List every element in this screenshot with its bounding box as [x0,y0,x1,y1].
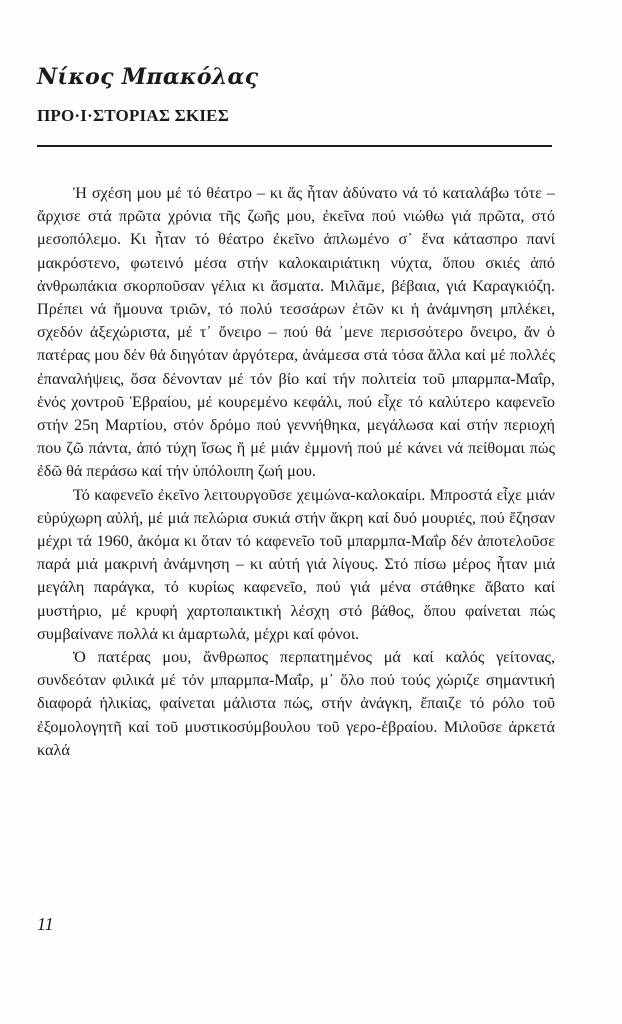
author-name: Νίκος Μπακόλας [37,64,259,90]
body-text [37,182,555,762]
paragraph-2: Τό καφενεῖο ἐκεῖνο λειτουργοῦσε χειμώνα-καλοκαίρι. Μπροστά εἶχε μιάν εὐρύχωρη αὐλή, μέ μιά πελώρια συκιά στήν ἄκρη καί δυό μουριές, πού ἔζησαν μέχρι τά 1960, ἀκόμα κι ὅταν τό καφενεῖο τοῦ μπαρμπα-Μαΐρ δέν ἀποτελοῦσε παρά μιά μακρινή ἀνάμνηση – κι αὐτή γιά λίγους. Στό πίσω μέρος ἦταν μιά μεγάλη παράγκα, τό κυρίως καφενεῖο, πού γιά μένα στάθηκε ἄβατο καί μυστήριο, μέ κρυφή χαρτοπαικτική λέσχη στό βάθος, ὅπου φαίνεται πώς συμβαίνανε πολλά κι ἁμαρτωλά, μέχρι καί φόνοι. [37,485,555,643]
page-number: 11 [37,914,54,934]
paragraph-1: Ἡ σχέση μου μέ τό θέατρο – κι ἄς ἦταν ἀδύνατο νά τό καταλάβω τότε – ἄρχισε στά πρῶτα χρόνια τῆς ζωῆς μου, ἐκεῖνα πού νιώθω γιά πρῶτα, στό μεσοπόλεμο. Κι ἦταν τό θέατρο ἐκεῖνο ἁπλωμένο σ᾽ ἕνα κάτασπρο πανί μακρόστενο, φωτεινό μέσα στήν καλοκαιριάτικη νύχτα, ὅπου σκιές ἀπό ἀνθρωπάκια σκορποῦσαν γέλια κι ἄσματα. Μιλᾶμε, βέβαια, γιά Καραγκιόζη. Πρέπει νά ἤμουνα τριῶν, τό πολύ τεσσάρων ἐτῶν κι ἡ ἀνάμνηση μπλέκει, σχεδόν ἀξεχώριστα, μέ τ᾽ ὄνειρο – πού θά ᾽μενε περισσότερο ὄνειρο, ἄν ὁ πατέρας μου δέν θά διηγόταν ἀργότερα, ἀνάμεσα στά τόσα ἄλλα καί μέ πολλές ἐπαναλήψεις, ὅσα δένονταν μέ τόν βίο καί τήν πολιτεία τοῦ μπαρμπα-Μαΐρ, ἑνός χοντροῦ Ἑβραίου, μέ κουρεμένο κεφάλι, πού εἶχε τό καλύτερο καφενεῖο στήν 25η Μαρτίου, στόν δρόμο πού γεννήθηκα, μεγάλωσα καί στήν περιοχή που ζῶ πάντα, ἀπό τύχη ἴσως ἤ μέ μιάν ἐμμονή πού μέ κάνει νά πείθομαι πώς ἐδῶ θά περάσω καί τήν ὑπόλοιπη ζωή μου. [37,184,555,481]
title-divider [37,145,552,147]
paragraph-3: Ὁ πατέρας μου, ἄνθρωπος περπατημένος μά καί καλός γείτονας, συνδεόταν φιλικά μέ τόν μπαρμπα-Μαΐρ, μ᾽ ὅλο πού τούς χώριζε σημαντική διαφορά ἡλικίας, φαίνεται μάλιστα πώς, στήν ἀνάγκη, ἔπαιζε τό ρόλο τοῦ ἐξομολογητῆ καί τοῦ μυστικοσύμβουλου τοῦ γερο-ἑβραίου. Μιλοῦσε ἀρκετά καλά [37,648,555,759]
chapter-title: ΠΡΟ·Ι·ΣΤΟΡΙΑΣ ΣΚΙΕΣ [37,106,230,125]
